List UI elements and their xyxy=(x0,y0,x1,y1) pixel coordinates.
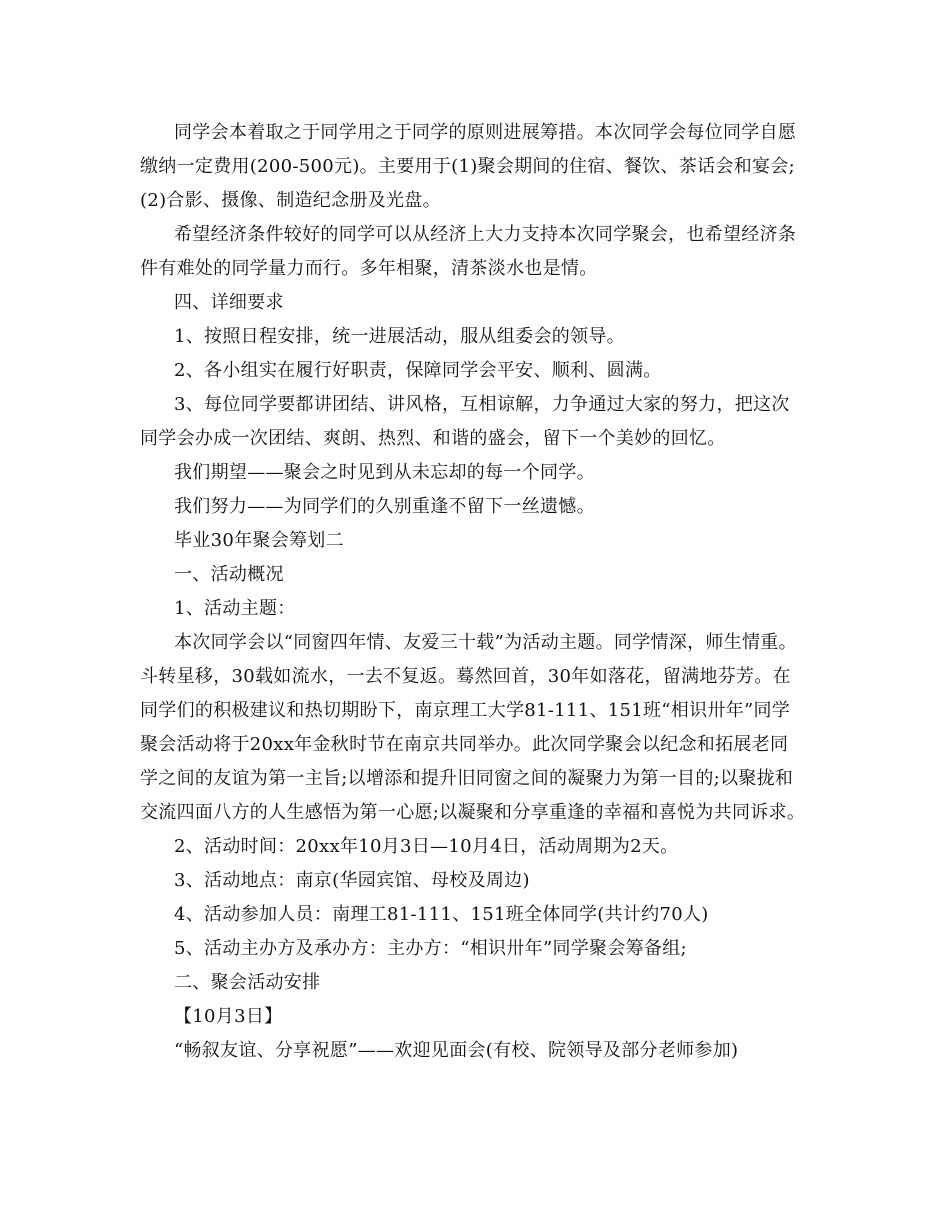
paragraph-line: 我们努力——为同学们的久别重逢不留下一丝遗憾。 xyxy=(174,496,595,517)
list-item: 3、活动地点：南京(华园宾馆、母校及周边) xyxy=(174,870,530,891)
list-item: 4、活动参加人员：南理工81-111、151班全体同学(共计约70人) xyxy=(174,904,709,925)
paragraph-line: 希望经济条件较好的同学可以从经济上大力支持本次同学聚会，也希望经济条 xyxy=(174,224,797,245)
list-item: 3、每位同学要都讲团结、讲风格，互相谅解，力争通过大家的努力，把这次 xyxy=(174,394,790,415)
list-item: 2、活动时间：20xx年10月3日—10月4日，活动周期为2天。 xyxy=(174,836,679,857)
date-heading: 【10月3日】 xyxy=(174,1006,283,1027)
paragraph-line: 同学会办成一次团结、爽朗、热烈、和谐的盛会，留下一个美妙的回忆。 xyxy=(140,428,726,449)
section-heading: 一、活动概况 xyxy=(174,564,284,585)
section-title: 毕业30年聚会筹划二 xyxy=(174,530,344,551)
paragraph-line: 缴纳一定费用(200-500元)。主要用于(1)聚会期间的住宿、餐饮、茶话会和宴会; xyxy=(140,156,795,177)
paragraph-line: “畅叙友谊、分享祝愿”——欢迎见面会(有校、院领导及部分老师参加) xyxy=(174,1040,739,1061)
paragraph-line: 我们期望——聚会之时见到从未忘却的每一个同学。 xyxy=(174,462,595,483)
paragraph-line: 同学会本着取之于同学用之于同学的原则进展筹措。本次同学会每位同学自愿 xyxy=(174,122,797,143)
paragraph-line: 交流四面八方的人生感悟为第一心愿;以凝聚和分享重逢的幸福和喜悦为共同诉求。 xyxy=(140,802,806,823)
section-heading: 四、详细要求 xyxy=(174,292,284,313)
paragraph-line: 聚会活动将于20xx年金秋时节在南京共同举办。此次同学聚会以纪念和拓展老同 xyxy=(140,734,789,755)
list-item: 5、活动主办方及承办方：主办方：“相识卅年”同学聚会筹备组; xyxy=(174,938,687,959)
paragraph-line: 学之间的友谊为第一主旨;以增添和提升旧同窗之间的凝聚力为第一目的;以聚拢和 xyxy=(140,768,794,789)
section-heading: 二、聚会活动安排 xyxy=(174,972,321,993)
paragraph-line: 本次同学会以“同窗四年情、友爱三十载”为活动主题。同学情深，师生情重。 xyxy=(174,632,797,653)
paragraph-line: 斗转星移，30载如流水，一去不复返。蓦然回首，30年如落花，留满地芬芳。在 xyxy=(140,666,791,687)
paragraph-line: 同学们的积极建议和热切期盼下，南京理工大学81-111、151班“相识卅年”同学 xyxy=(140,700,791,721)
list-item: 2、各小组实在履行好职责，保障同学会平安、顺利、圆满。 xyxy=(174,360,662,381)
paragraph-line: 件有难处的同学量力而行。多年相聚，清茶淡水也是情。 xyxy=(140,258,598,279)
paragraph-line: (2)合影、摄像、制造纪念册及光盘。 xyxy=(140,190,441,211)
sub-heading: 1、活动主题： xyxy=(174,598,296,619)
list-item: 1、按照日程安排，统一进展活动，服从组委会的领导。 xyxy=(174,326,625,347)
